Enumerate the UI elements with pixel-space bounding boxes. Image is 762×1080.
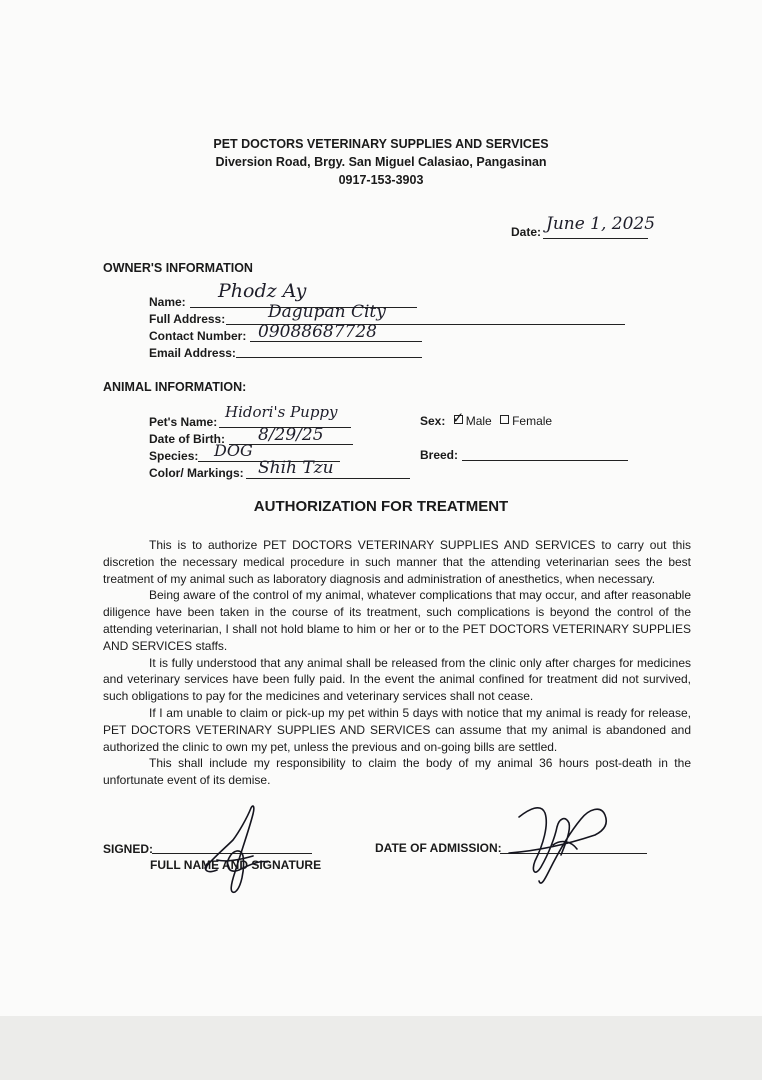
sex-male-label: Male <box>465 414 492 428</box>
admission-signature <box>505 795 615 890</box>
color-line <box>246 478 410 479</box>
female-checkbox[interactable] <box>500 415 509 424</box>
date-line <box>543 238 648 239</box>
breed-line <box>462 460 628 461</box>
scan-margin <box>0 1016 762 1080</box>
authorization-paragraph: If I am unable to claim or pick-up my pet within 5 days with notice that my animal is ready for release, PET DOCTORS VETERINARY SUPPLIES AND SERVICES can assume that my animal is abandoned and authorized the clinic to own my pet, unless the previous and on-going bills are settled. <box>103 705 691 754</box>
date-of-admission-label: DATE OF ADMISSION: <box>375 841 502 855</box>
full-name-signature-label: FULL NAME AND SIGNATURE <box>150 858 322 872</box>
sex-field <box>420 409 553 428</box>
authorization-paragraph: This shall include my responsibility to claim the body of my animal 36 hours post-death in the unfortunate event of its demise. <box>103 756 691 788</box>
signed-label: SIGNED: <box>103 842 154 856</box>
authorization-paragraph: This is to authorize PET DOCTORS VETERINARY SUPPLIES AND SERVICES to carry out this discretion the necessary medical procedure in such manner that the attending veterinarian sees the best treatment of my animal such as laboratory diagnosis and administration of anesthetics, when necessary. <box>103 538 691 586</box>
dob-value: 8/29/25 <box>258 425 324 445</box>
species-label: Species: <box>149 449 199 463</box>
species-value: DOG <box>214 441 253 460</box>
dob-label: Date of Birth: <box>149 432 225 446</box>
authorization-body <box>103 537 691 789</box>
authorization-paragraph: It is fully understood that any animal shall be released from the clinic only after charges for medicines and veterinary services have been fully paid. In the event the animal confined for treatment did not survived, such obligations to pay for the medicines and veterinary services shall not cease. <box>103 655 691 704</box>
breed-label: Breed: <box>420 448 459 462</box>
sex-male-option[interactable] <box>449 409 492 428</box>
company-address: Diversion Road, Brgy. San Miguel Calasiao, Pangasinan <box>215 155 547 169</box>
sex-label: Sex: <box>420 414 446 428</box>
owner-contact-value: 09088687728 <box>258 322 377 342</box>
owner-email-label: Email Address: <box>149 346 236 360</box>
owner-contact-label: Contact Number: <box>149 329 247 343</box>
company-name: PET DOCTORS VETERINARY SUPPLIES AND SERVICES <box>213 137 549 151</box>
owner-email-line <box>236 357 422 358</box>
animal-section-title: ANIMAL INFORMATION: <box>103 380 247 394</box>
date-label: Date: <box>511 225 542 239</box>
owner-name-label: Name: <box>149 295 186 309</box>
owner-address-value: Dagupan City <box>268 302 386 322</box>
pet-name-label: Pet's Name: <box>149 415 218 429</box>
authorization-paragraph: Being aware of the control of my animal, whatever complications that may occur, and after reasonable diligence have been taken in the course of its treatment, such complications is beyond the control of the attending veterinarian, I shall not hold blame to him or her or to the PET DOCTORS VETERINARY SUPPLIES AND SERVICES staffs. <box>103 588 691 653</box>
owner-section-title: OWNER'S INFORMATION <box>103 261 253 275</box>
company-phone: 0917-153-3903 <box>338 173 424 187</box>
owner-address-label: Full Address: <box>149 312 226 326</box>
sex-female-option[interactable] <box>495 414 552 428</box>
owner-name-value: Phodz Ay <box>218 280 307 302</box>
sex-female-label: Female <box>512 414 553 428</box>
pet-name-value: Hidori's Puppy <box>225 403 338 421</box>
color-label: Color/ Markings: <box>149 466 244 480</box>
owner-signature <box>195 800 275 900</box>
color-value: Shih Tzu <box>258 458 334 478</box>
check-mark-icon: ✓ <box>451 409 465 427</box>
authorization-title: AUTHORIZATION FOR TREATMENT <box>253 498 509 515</box>
date-value: June 1, 2025 <box>546 214 656 234</box>
